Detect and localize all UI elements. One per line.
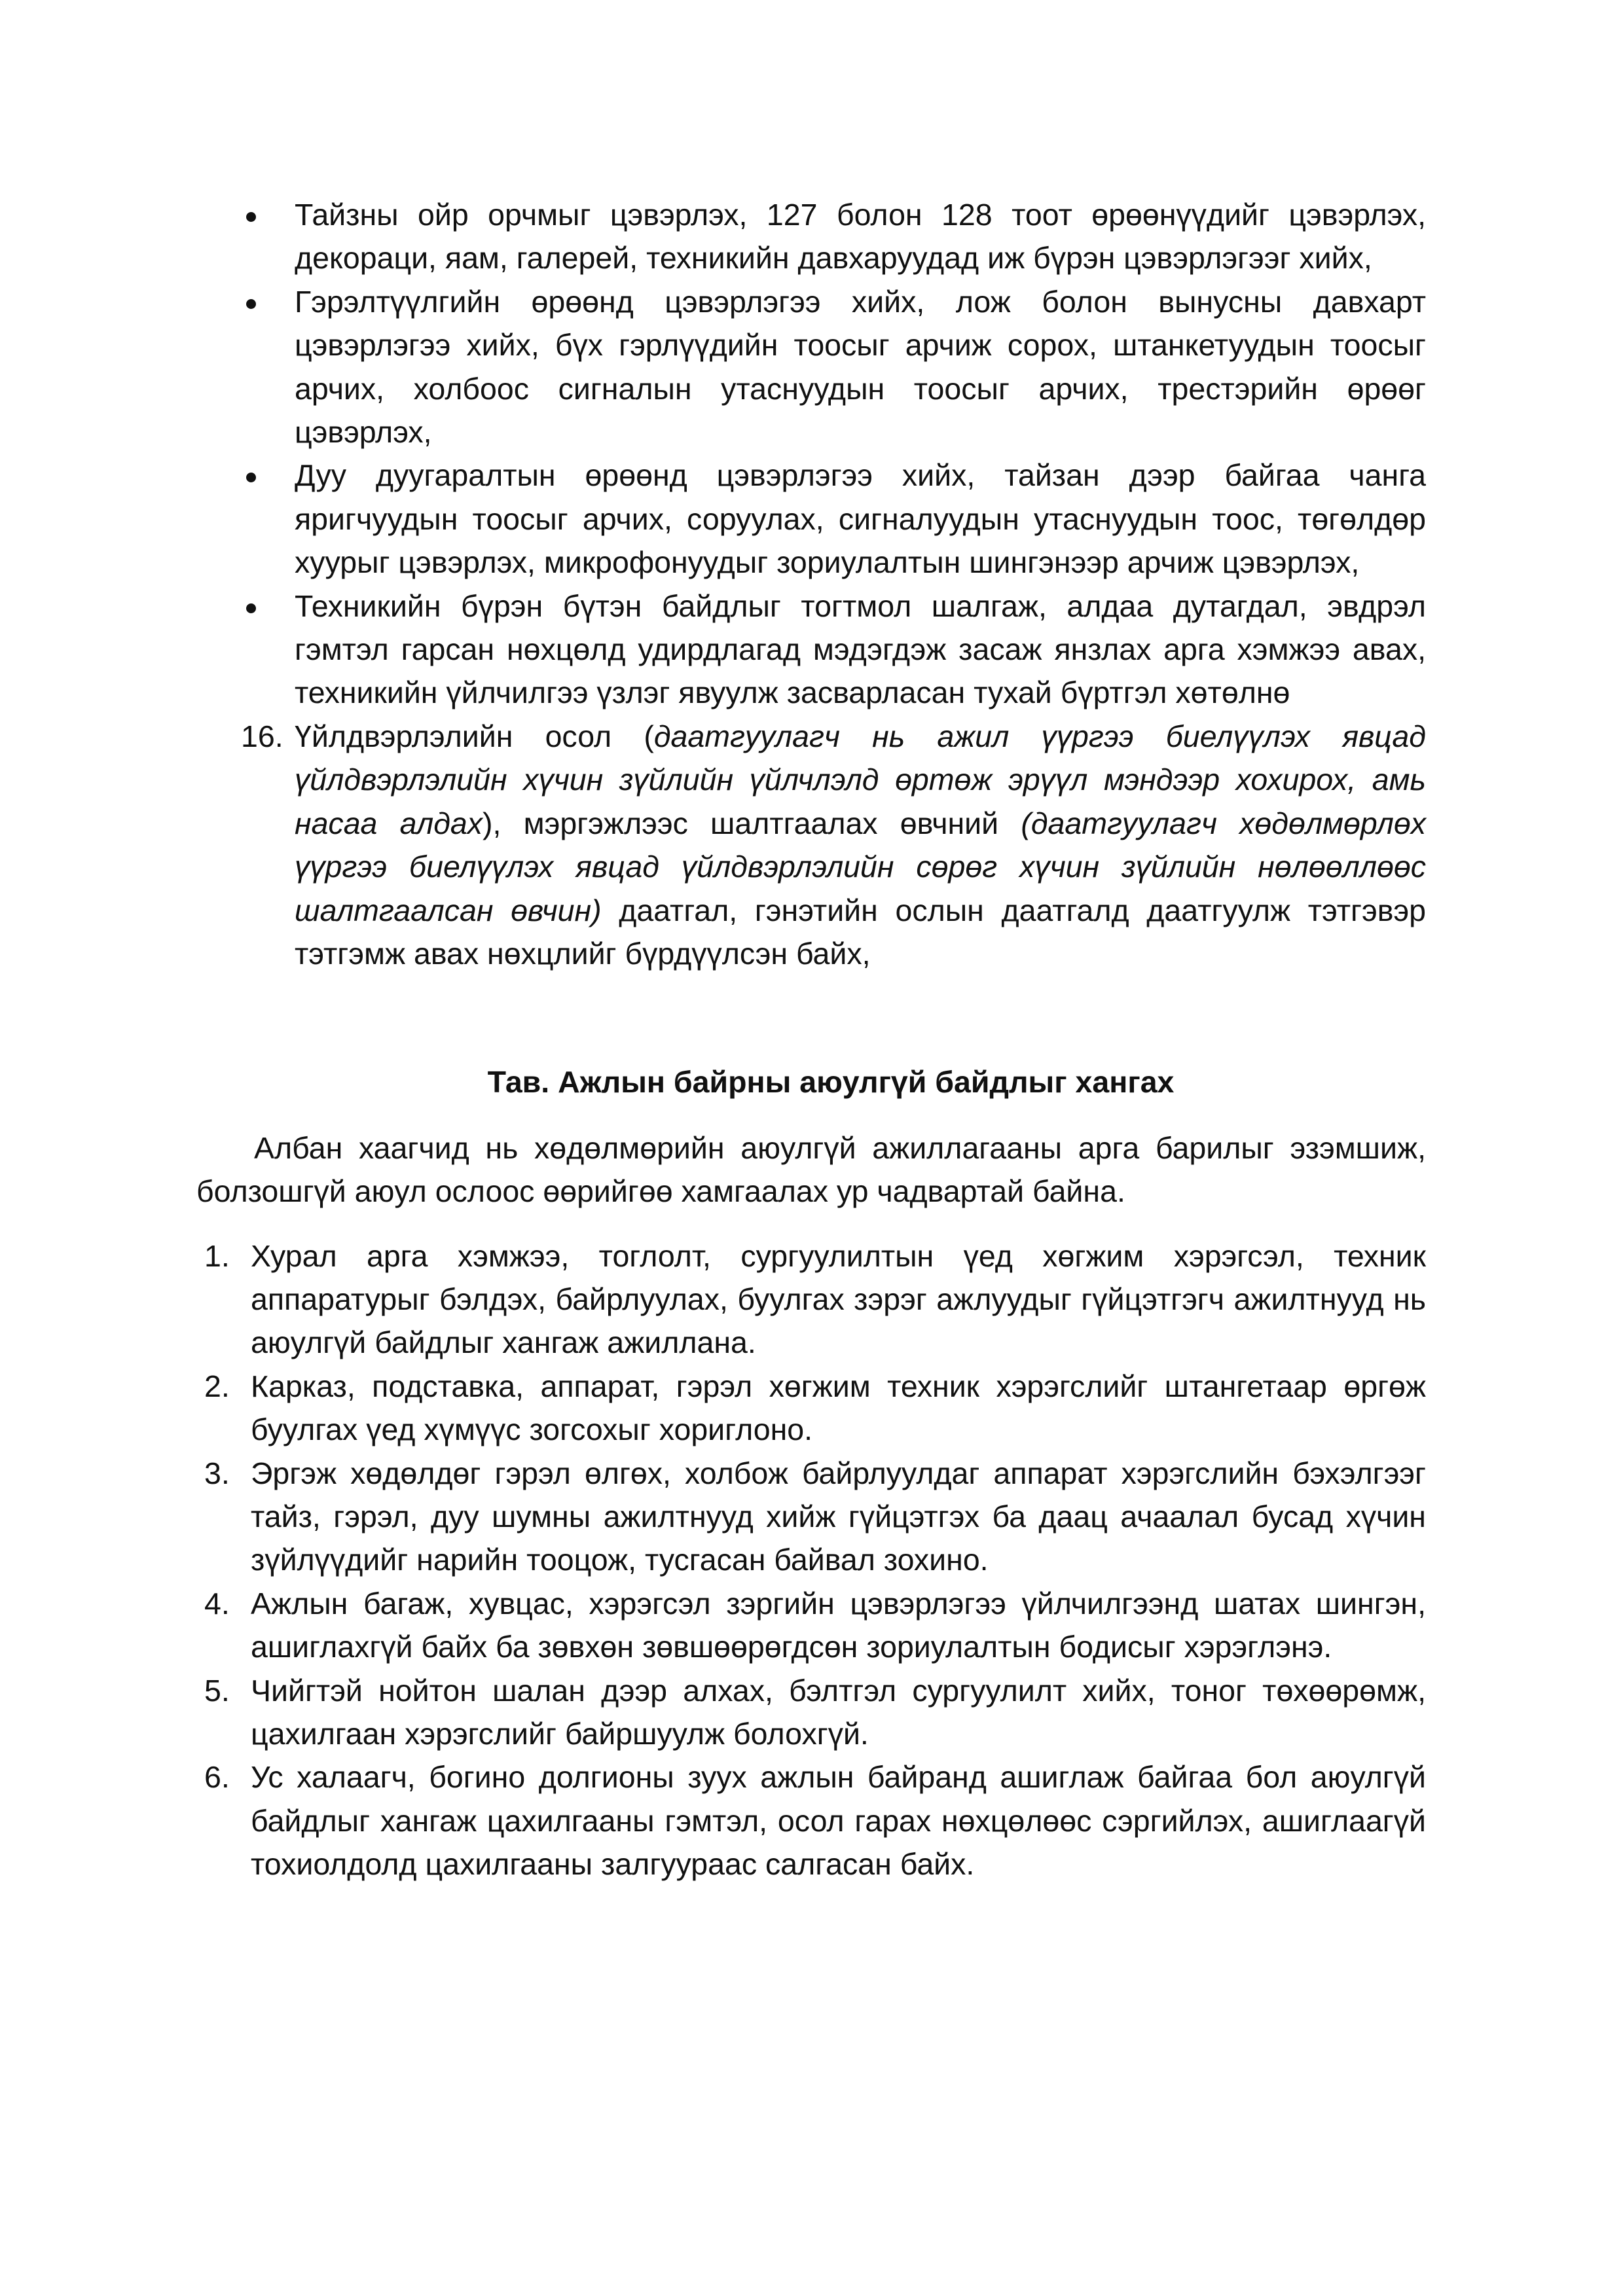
list-item-text: Хурал арга хэмжээ, тоглолт, сургуулилтын үед хөгжим хэрэгсэл, техник аппаратурыг бэлдэх, байрлуулах, буулгах зэрэг ажлуудыг гүйцэтгэгч ажилтнууд нь аюулгүй байдлыг хангаж ажиллана. — [251, 1238, 1426, 1360]
item-number: 5. — [204, 1673, 230, 1708]
list-item-text: Техникийн бүрэн бүтэн байдлыг тогтмол шалгаж, алдаа дутагдал, эвдрэл гэмтэл гарсан нөхцөлд удирдлагад мэдэгдэж засаж янзлах арга хэмжээ авах, техникийн үйлчилгээ үзлэг явуулж засварласан тухай бүртгэл хөтөлнө — [295, 588, 1426, 710]
section-heading: Тав. Ажлын байрны аюулгүй байдлыг хангах — [487, 1065, 1175, 1100]
item-number: 1. — [204, 1238, 230, 1273]
item-16-text-3: даатгал, гэнэтийн ослын даатгалд даатгуулж тэтгэвэр тэтгэмж авах нөхцлийг бүрдүүлсэн байх, — [295, 893, 1427, 971]
item-number: 6. — [204, 1760, 230, 1795]
list-item — [196, 1582, 1426, 1669]
list-item — [196, 584, 1426, 715]
bullet-marker — [246, 212, 256, 222]
list-item-text: Эргэж хөдөлдөг гэрэл өлгөх, холбож байрлуулдаг аппарат хэрэгслийн бэхэлгээг тайз, гэрэл, дуу шумны ажилтнууд хийж гүйцэтгэх ба даац ачаалал бусад хүчин зүйлүүдийг нарийн тооцож, тусгасан байвал зохино. — [251, 1456, 1426, 1577]
list-item-text: Ажлын багаж, хувцас, хэрэгсэл зэргийн цэвэрлэгээ үйлчилгээнд шатах шингэн, ашиглахгүй байх ба зөвхөн зөвшөөрөгдсөн зориулалтын бодисыг хэрэглэнэ. — [251, 1586, 1426, 1664]
numbered-list — [196, 1234, 1426, 1886]
list-item-16 — [196, 715, 1426, 975]
item-16-text-2: ), мэргэжлээс шалтгаалах өвчний — [483, 806, 1021, 840]
bullet-marker — [246, 473, 256, 482]
item-number: 2. — [204, 1369, 230, 1403]
item-16-text-1: Үйлдвэрлэлийн осол ( — [295, 719, 654, 753]
list-item-text: Ус халаагч, богино долгионы зуух ажлын байранд ашиглаж байгаа бол аюулгүй байдлыг хангаж цахилгааны гэмтэл, осол гарах нөхцөлөөс сэргийлэх, ашиглаагүй тохиолдолд цахилгааны залгуураас салгасан байх. — [251, 1760, 1426, 1882]
item-16-italic-2: (даатгуулагч хөдөлмөрлөх үүргээ биелүүлэх явцад үйлдвэрлэлийн сөрөг хүчин зүйлийн нөлөөллөөс шалтгаалсан өвчин) — [295, 806, 1426, 927]
list-item-text: Чийгтэй нойтон шалан дээр алхах, бэлтгэл сургуулилт хийх, тоног төхөөрөмж, цахилгаан хэрэгслийг байршуулж болохгүй. — [251, 1673, 1426, 1751]
list-item — [196, 1365, 1426, 1452]
list-item — [196, 454, 1426, 584]
item-16-italic-1: даатгуулагч нь ажил үүргээ биелүүлэх явцад үйлдвэрлэлийн хүчин зүйлийн үйлчлэлд өртөж эрүүл мэндээр хохирох, амь насаа алдах — [295, 719, 1426, 840]
item-number: 16. — [241, 719, 283, 753]
item-number: 4. — [204, 1586, 230, 1621]
bullet-marker — [246, 299, 256, 309]
list-item-text: Тайзны ойр орчмыг цэвэрлэх, 127 болон 128 тоот өрөөнүүдийг цэвэрлэх, декораци, яам, галерей, техникийн давхаруудад иж бүрэн цэвэрлэгээг хийх, — [295, 198, 1426, 276]
bullet-list — [196, 193, 1426, 975]
list-item — [196, 1755, 1426, 1886]
list-item — [196, 280, 1426, 454]
list-item — [196, 1452, 1426, 1582]
list-item-text: Дуу дуугаралтын өрөөнд цэвэрлэгээ хийх, тайзан дээр байгаа чанга яригчуудын тоосыг арчих, соруулах, сигналуудын утаснуудын тоос, төгөлдөр хуурыг цэвэрлэх, микрофонуудыг зориулалтын шингэнээр арчиж цэвэрлэх, — [295, 458, 1426, 580]
list-item — [196, 1234, 1426, 1365]
intro-paragraph: Албан хаагчид нь хөдөлмөрийн аюулгүй ажиллагааны арга барилыг эзэмшиж, болзошгүй аюул ослоос өөрийгөө хамгаалах ур чадвартай байна. — [196, 1130, 1426, 1209]
document-body — [196, 193, 1426, 1886]
item-number: 3. — [204, 1456, 230, 1490]
bullet-marker — [246, 603, 256, 613]
list-item — [196, 193, 1426, 280]
list-item-text: Гэрэлтүүлгийн өрөөнд цэвэрлэгээ хийх, лож болон вынусны давхарт цэвэрлэгээ хийх, бүх гэрлүүдийн тоосыг арчиж сорох, штанкетуудын тоосыг арчих, холбоос сигналын утаснуудын тоосыг арчих, трестэрийн өрөөг цэвэрлэх, — [295, 284, 1426, 450]
list-item-text: Карказ, подставка, аппарат, гэрэл хөгжим техник хэрэгслийг штангетаар өргөж буулгах үед хүмүүс зогсохыг хориглоно. — [251, 1369, 1426, 1447]
list-item — [196, 1669, 1426, 1756]
